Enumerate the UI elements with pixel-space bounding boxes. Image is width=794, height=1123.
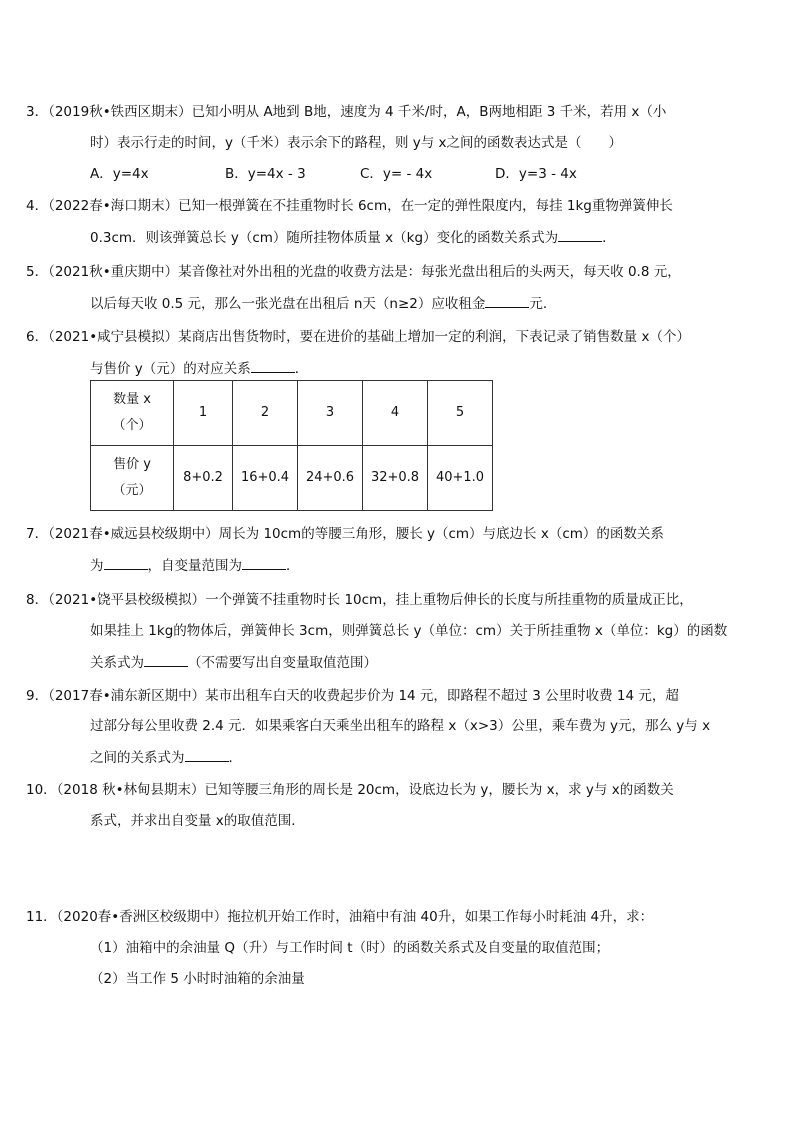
answer-blank: [251, 358, 295, 373]
q3-option-d: D．y=3 - 4x: [495, 166, 577, 182]
q11-line1: 11．（2020春•香洲区校级期中）拖拉机开始工作时，油箱中有油 40升，如果工作每小时耗油 4升，求：: [26, 909, 654, 925]
q6-line1: 6．（2021•咸宁县模拟）某商店出售货物时，要在进价的基础上增加一定的利润，下表记录了销售数量 x（个）: [26, 329, 690, 345]
q5-line2-text: 以后每天收 0.5 元，那么一张光盘在出租后 n天（n≥2）应收租金: [90, 296, 486, 312]
q6-table: [90, 380, 493, 511]
q5-line2: [90, 293, 556, 314]
q10-line2: 系式，并求出自变量 x的取值范围．: [90, 813, 305, 829]
table-row: [91, 381, 493, 446]
table-cell: 8+0.2: [174, 446, 233, 511]
q11-sub2: （2）当工作 5 小时时油箱的余油量: [90, 971, 305, 987]
q7-line2-b: ，自变量范围为: [147, 558, 242, 574]
table-cell: 4: [363, 381, 428, 446]
answer-blank: [558, 227, 602, 242]
answer-blank: [185, 747, 229, 762]
row-label-unit: （个）: [112, 418, 152, 433]
q9-line3-text: 之间的关系式为: [90, 750, 185, 766]
answer-blank: [104, 555, 148, 570]
q3-options: [90, 164, 630, 184]
table-cell: 2: [233, 381, 298, 446]
table-cell: 24+0.6: [298, 446, 363, 511]
table-row: [91, 446, 493, 511]
q3-line1: 3．（2019秋•铁西区期末）已知小明从 A地到 B地，速度为 4 千米/时，A，B两地相距 3 千米，若用 x（小: [26, 104, 667, 120]
q4-line1: 4．（2022春•海口期末）已知一根弹簧在不挂重物时长 6cm，在一定的弹性限度内，每挂 1kg重物弹簧伸长: [26, 198, 673, 214]
table-header-cell: [91, 446, 174, 511]
q9-line1: 9．（2017春•浦东新区期中）某市出租车白天的收费起步价为 14 元，即路程不超过 3 公里时收费 14 元，超: [26, 688, 679, 704]
table-cell: 16+0.4: [233, 446, 298, 511]
q3-option-a: A．y=4x: [90, 166, 149, 182]
q7-line1: 7．（2021春•威远县校级期中）周长为 10cm的等腰三角形，腰长 y（cm）与底边长 x（cm）的函数关系: [26, 526, 664, 542]
table-cell: 32+0.8: [363, 446, 428, 511]
q6-line2-end: ．: [294, 361, 309, 377]
q7-line2-a: 为: [90, 558, 104, 574]
answer-blank: [242, 555, 286, 570]
q4-line2: [90, 227, 616, 248]
q7-line2-end: ．: [286, 558, 300, 574]
q3-option-c: C．y= - 4x: [360, 166, 433, 182]
q5-line1: 5．（2021秋•重庆期中）某音像社对外出租的光盘的收费方法是：每张光盘出租后的头两天，每天收 0.8 元，: [26, 264, 681, 280]
q9-line3-end: ．: [228, 750, 242, 766]
q4-line2-end: ．: [602, 230, 616, 246]
q10-line1: 10．（2018 秋•林甸县期末）已知等腰三角形的周长是 20cm，设底边长为 y，腰长为 x，求 y与 x的函数关: [26, 782, 674, 798]
table-cell: 5: [428, 381, 493, 446]
q8-line3-a: 关系式为: [90, 655, 144, 671]
q8-line3-b: （不需要写出自变量取值范围）: [188, 655, 377, 671]
q8-line2: 如果挂上 1kg的物体后，弹簧伸长 3cm，则弹簧总长 y（单位：cm）关于所挂重物 x（单位：kg）的函数: [90, 623, 728, 639]
q4-line2-text: 0.3cm．则该弹簧总长 y（cm）随所挂物体质量 x（kg）变化的函数关系式为: [90, 230, 559, 246]
row-label-unit: （元）: [112, 483, 152, 498]
q9-line3: [90, 747, 242, 768]
q3-line2: 时）表示行走的时间，y（千米）表示余下的路程，则 y与 x之间的函数表达式是（ ）: [90, 135, 623, 151]
q6-line2-text: 与售价 y（元）的对应关系: [90, 361, 251, 377]
row-label-quantity: 数量 x: [113, 392, 151, 407]
q6-line2: [90, 358, 308, 379]
answer-blank: [144, 652, 188, 667]
q11-sub1: （1）油箱中的余油量 Q（升）与工作时间 t（时）的函数关系式及自变量的取值范围；: [90, 940, 610, 956]
q7-line2: [90, 555, 300, 576]
q8-line3: [90, 652, 377, 673]
row-label-price: 售价 y: [113, 457, 151, 472]
q9-line2: 过部分每公里收费 2.4 元．如果乘客白天乘坐出租车的路程 x（x>3）公里，乘车费为 y元，那么 y与 x: [90, 718, 711, 734]
table-header-cell: [91, 381, 174, 446]
table-cell: 3: [298, 381, 363, 446]
table-cell: 1: [174, 381, 233, 446]
q3-option-b: B．y=4x - 3: [225, 166, 306, 182]
q5-line2-end: 元．: [529, 296, 557, 312]
table-cell: 40+1.0: [428, 446, 493, 511]
answer-blank: [485, 293, 529, 308]
q8-line1: 8．（2021•饶平县校级模拟）一个弹簧不挂重物时长 10cm，挂上重物后伸长的长度与所挂重物的质量成正比，: [26, 592, 693, 608]
